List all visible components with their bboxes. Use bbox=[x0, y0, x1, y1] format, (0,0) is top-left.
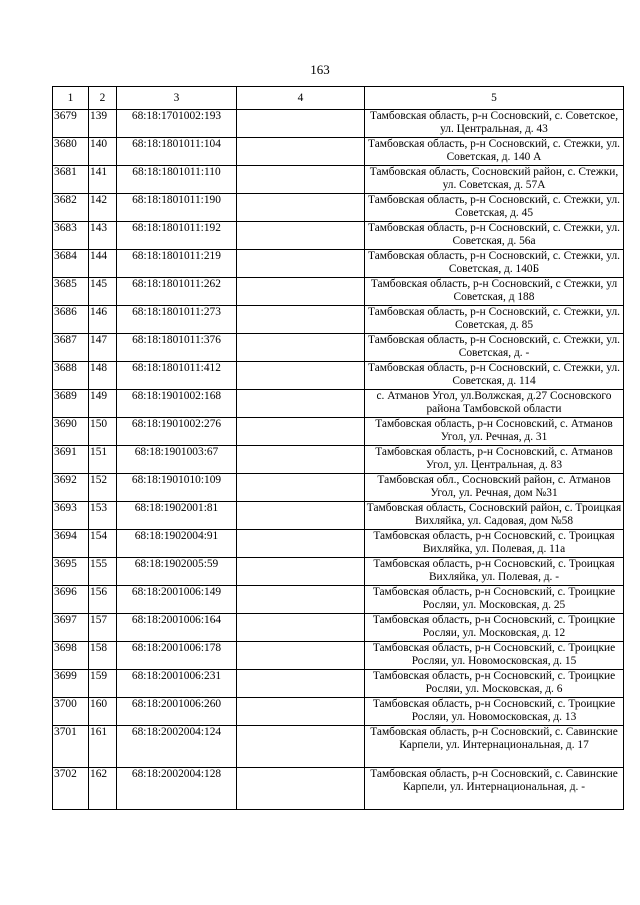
table-row bbox=[53, 110, 624, 138]
column-4-cell bbox=[237, 418, 365, 446]
row-number-cell: 3692 bbox=[53, 474, 89, 502]
address-cell: Тамбовская область, р-н Сосновский, с. Троицкие Росляи, ул. Московская, д. 6 bbox=[365, 670, 624, 698]
item-number-cell: 146 bbox=[89, 306, 117, 334]
item-number-cell: 143 bbox=[89, 222, 117, 250]
table-row bbox=[53, 362, 624, 390]
cadastral-number-cell: 68:18:1801011:192 bbox=[117, 222, 237, 250]
table-row bbox=[53, 474, 624, 502]
item-number-cell: 161 bbox=[89, 726, 117, 768]
cadastral-number-cell: 68:18:1701002:193 bbox=[117, 110, 237, 138]
item-number-cell: 148 bbox=[89, 362, 117, 390]
item-number-cell: 154 bbox=[89, 530, 117, 558]
table-body bbox=[53, 110, 624, 810]
row-number-cell: 3690 bbox=[53, 418, 89, 446]
row-number-cell: 3695 bbox=[53, 558, 89, 586]
address-cell: Тамбовская область, р-н Сосновский, с. Стежки, ул. Советская, д. - bbox=[365, 334, 624, 362]
address-cell: Тамбовская область, р-н Сосновский, с. Савинские Карпели, ул. Интернациональная, д. - bbox=[365, 768, 624, 810]
address-cell: Тамбовская область, р-н Сосновский, с. Троицкие Росляи, ул. Московская, д. 25 bbox=[365, 586, 624, 614]
table-row bbox=[53, 250, 624, 278]
item-number-cell: 150 bbox=[89, 418, 117, 446]
row-number-cell: 3700 bbox=[53, 698, 89, 726]
row-number-cell: 3698 bbox=[53, 642, 89, 670]
address-cell: Тамбовская область, р-н Сосновский, с. Стежки, ул. Советская, д. 114 bbox=[365, 362, 624, 390]
row-number-cell: 3696 bbox=[53, 586, 89, 614]
column-4-cell bbox=[237, 362, 365, 390]
address-cell: Тамбовская область, р-н Сосновский, с Стежки, ул Советская, д 188 bbox=[365, 278, 624, 306]
item-number-cell: 151 bbox=[89, 446, 117, 474]
address-cell: Тамбовская обл., Сосновский район, с. Атманов Угол, ул. Речная, дом №31 bbox=[365, 474, 624, 502]
cadastral-number-cell: 68:18:2002004:124 bbox=[117, 726, 237, 768]
page-number: 163 bbox=[310, 62, 330, 77]
item-number-cell: 145 bbox=[89, 278, 117, 306]
cadastral-number-cell: 68:18:1801011:110 bbox=[117, 166, 237, 194]
column-4-cell bbox=[237, 698, 365, 726]
address-cell: Тамбовская область, р-н Сосновский, с. Стежки, ул. Советская, д. 85 bbox=[365, 306, 624, 334]
address-cell: Тамбовская область, р-н Сосновский, с. Троицкие Росляи, ул. Новомосковская, д. 15 bbox=[365, 642, 624, 670]
column-4-cell bbox=[237, 530, 365, 558]
cadastral-number-cell: 68:18:1801011:376 bbox=[117, 334, 237, 362]
table-row bbox=[53, 670, 624, 698]
item-number-cell: 156 bbox=[89, 586, 117, 614]
item-number-cell: 160 bbox=[89, 698, 117, 726]
item-number-cell: 142 bbox=[89, 194, 117, 222]
address-cell: с. Атманов Угол, ул.Волжская, д.27 Сосновского района Тамбовской области bbox=[365, 390, 624, 418]
cadastral-number-cell: 68:18:1902005:59 bbox=[117, 558, 237, 586]
row-number-cell: 3687 bbox=[53, 334, 89, 362]
table-row bbox=[53, 558, 624, 586]
row-number-cell: 3691 bbox=[53, 446, 89, 474]
cadastral-number-cell: 68:18:2001006:231 bbox=[117, 670, 237, 698]
address-cell: Тамбовская область, р-н Сосновский, с. Советское, ул. Центральная, д. 43 bbox=[365, 110, 624, 138]
address-cell: Тамбовская область, р-н Сосновский, с. Атманов Угол, ул. Центральная, д. 83 bbox=[365, 446, 624, 474]
cadastral-number-cell: 68:18:2001006:178 bbox=[117, 642, 237, 670]
column-4-cell bbox=[237, 306, 365, 334]
column-4-cell bbox=[237, 642, 365, 670]
header-col-2: 2 bbox=[89, 87, 117, 110]
address-cell: Тамбовская область, р-н Сосновский, с. Атманов Угол, ул. Речная, д. 31 bbox=[365, 418, 624, 446]
cadastral-number-cell: 68:18:2001006:149 bbox=[117, 586, 237, 614]
item-number-cell: 152 bbox=[89, 474, 117, 502]
table-row bbox=[53, 642, 624, 670]
item-number-cell: 162 bbox=[89, 768, 117, 810]
item-number-cell: 158 bbox=[89, 642, 117, 670]
cadastral-number-cell: 68:18:1801011:273 bbox=[117, 306, 237, 334]
address-cell: Тамбовская область, р-н Сосновский, с. Троицкая Вихляйка, ул. Полевая, д. - bbox=[365, 558, 624, 586]
row-number-cell: 3693 bbox=[53, 502, 89, 530]
row-number-cell: 3699 bbox=[53, 670, 89, 698]
table-row bbox=[53, 306, 624, 334]
cadastral-number-cell: 68:18:1901003:67 bbox=[117, 446, 237, 474]
cadastral-number-cell: 68:18:1901010:109 bbox=[117, 474, 237, 502]
column-4-cell bbox=[237, 250, 365, 278]
item-number-cell: 139 bbox=[89, 110, 117, 138]
column-4-cell bbox=[237, 446, 365, 474]
item-number-cell: 157 bbox=[89, 614, 117, 642]
table-row bbox=[53, 446, 624, 474]
item-number-cell: 141 bbox=[89, 166, 117, 194]
column-4-cell bbox=[237, 614, 365, 642]
cadastral-number-cell: 68:18:2002004:128 bbox=[117, 768, 237, 810]
header-col-5: 5 bbox=[365, 87, 624, 110]
item-number-cell: 153 bbox=[89, 502, 117, 530]
cadastral-number-cell: 68:18:1901002:168 bbox=[117, 390, 237, 418]
row-number-cell: 3688 bbox=[53, 362, 89, 390]
column-4-cell bbox=[237, 474, 365, 502]
header-col-3: 3 bbox=[117, 87, 237, 110]
column-4-cell bbox=[237, 726, 365, 768]
address-cell: Тамбовская область, р-н Сосновский, с. Троицкие Росляи, ул. Новомосковская, д. 13 bbox=[365, 698, 624, 726]
row-number-cell: 3680 bbox=[53, 138, 89, 166]
row-number-cell: 3685 bbox=[53, 278, 89, 306]
column-4-cell bbox=[237, 502, 365, 530]
item-number-cell: 155 bbox=[89, 558, 117, 586]
row-number-cell: 3681 bbox=[53, 166, 89, 194]
address-cell: Тамбовская область, р-н Сосновский, с. Савинские Карпели, ул. Интернациональная, д. 17 bbox=[365, 726, 624, 768]
table-row bbox=[53, 278, 624, 306]
address-cell: Тамбовская область, р-н Сосновский, с. Стежки, ул. Советская, д. 56а bbox=[365, 222, 624, 250]
column-4-cell bbox=[237, 110, 365, 138]
address-cell: Тамбовская область, р-н Сосновский, с. Троицкая Вихляйка, ул. Полевая, д. 11а bbox=[365, 530, 624, 558]
table-row bbox=[53, 768, 624, 810]
item-number-cell: 159 bbox=[89, 670, 117, 698]
item-number-cell: 149 bbox=[89, 390, 117, 418]
row-number-cell: 3683 bbox=[53, 222, 89, 250]
row-number-cell: 3702 bbox=[53, 768, 89, 810]
column-4-cell bbox=[237, 670, 365, 698]
cadastral-number-cell: 68:18:1801011:262 bbox=[117, 278, 237, 306]
table-row bbox=[53, 502, 624, 530]
cadastral-number-cell: 68:18:1801011:412 bbox=[117, 362, 237, 390]
table-row bbox=[53, 614, 624, 642]
address-cell: Тамбовская область, р-н Сосновский, с. Стежки, ул. Советская, д. 45 bbox=[365, 194, 624, 222]
table-row bbox=[53, 530, 624, 558]
row-number-cell: 3682 bbox=[53, 194, 89, 222]
row-number-cell: 3679 bbox=[53, 110, 89, 138]
table-row bbox=[53, 698, 624, 726]
table-row bbox=[53, 418, 624, 446]
column-4-cell bbox=[237, 278, 365, 306]
table-row bbox=[53, 166, 624, 194]
item-number-cell: 147 bbox=[89, 334, 117, 362]
header-col-4: 4 bbox=[237, 87, 365, 110]
address-cell: Тамбовская область, р-н Сосновский, с. Стежки, ул. Советская, д. 140Б bbox=[365, 250, 624, 278]
table-row bbox=[53, 138, 624, 166]
address-cell: Тамбовская область, р-н Сосновский, с. Троицкие Росляи, ул. Московская, д. 12 bbox=[365, 614, 624, 642]
table-row bbox=[53, 194, 624, 222]
address-cell: Тамбовская область, Сосновский район, с. Троицкая Вихляйка, ул. Садовая, дом №58 bbox=[365, 502, 624, 530]
table-header-row bbox=[53, 87, 624, 110]
cadastral-number-cell: 68:18:1801011:104 bbox=[117, 138, 237, 166]
cadastral-number-cell: 68:18:1801011:190 bbox=[117, 194, 237, 222]
item-number-cell: 140 bbox=[89, 138, 117, 166]
address-cell: Тамбовская область, Сосновский район, с. Стежки, ул. Советская, д. 57А bbox=[365, 166, 624, 194]
column-4-cell bbox=[237, 586, 365, 614]
row-number-cell: 3694 bbox=[53, 530, 89, 558]
column-4-cell bbox=[237, 558, 365, 586]
column-4-cell bbox=[237, 194, 365, 222]
cadastral-number-cell: 68:18:1801011:219 bbox=[117, 250, 237, 278]
item-number-cell: 144 bbox=[89, 250, 117, 278]
cadastral-number-cell: 68:18:2001006:260 bbox=[117, 698, 237, 726]
cadastral-number-cell: 68:18:1902004:91 bbox=[117, 530, 237, 558]
table-row bbox=[53, 586, 624, 614]
table-row bbox=[53, 222, 624, 250]
register-table bbox=[52, 86, 624, 810]
column-4-cell bbox=[237, 138, 365, 166]
address-cell: Тамбовская область, р-н Сосновский, с. Стежки, ул. Советская, д. 140 А bbox=[365, 138, 624, 166]
table-row bbox=[53, 726, 624, 768]
row-number-cell: 3701 bbox=[53, 726, 89, 768]
column-4-cell bbox=[237, 334, 365, 362]
row-number-cell: 3697 bbox=[53, 614, 89, 642]
row-number-cell: 3689 bbox=[53, 390, 89, 418]
column-4-cell bbox=[237, 390, 365, 418]
row-number-cell: 3684 bbox=[53, 250, 89, 278]
table-row bbox=[53, 390, 624, 418]
column-4-cell bbox=[237, 222, 365, 250]
row-number-cell: 3686 bbox=[53, 306, 89, 334]
cadastral-number-cell: 68:18:2001006:164 bbox=[117, 614, 237, 642]
column-4-cell bbox=[237, 768, 365, 810]
column-4-cell bbox=[237, 166, 365, 194]
table-row bbox=[53, 334, 624, 362]
cadastral-number-cell: 68:18:1902001:81 bbox=[117, 502, 237, 530]
cadastral-number-cell: 68:18:1901002:276 bbox=[117, 418, 237, 446]
header-col-1: 1 bbox=[53, 87, 89, 110]
